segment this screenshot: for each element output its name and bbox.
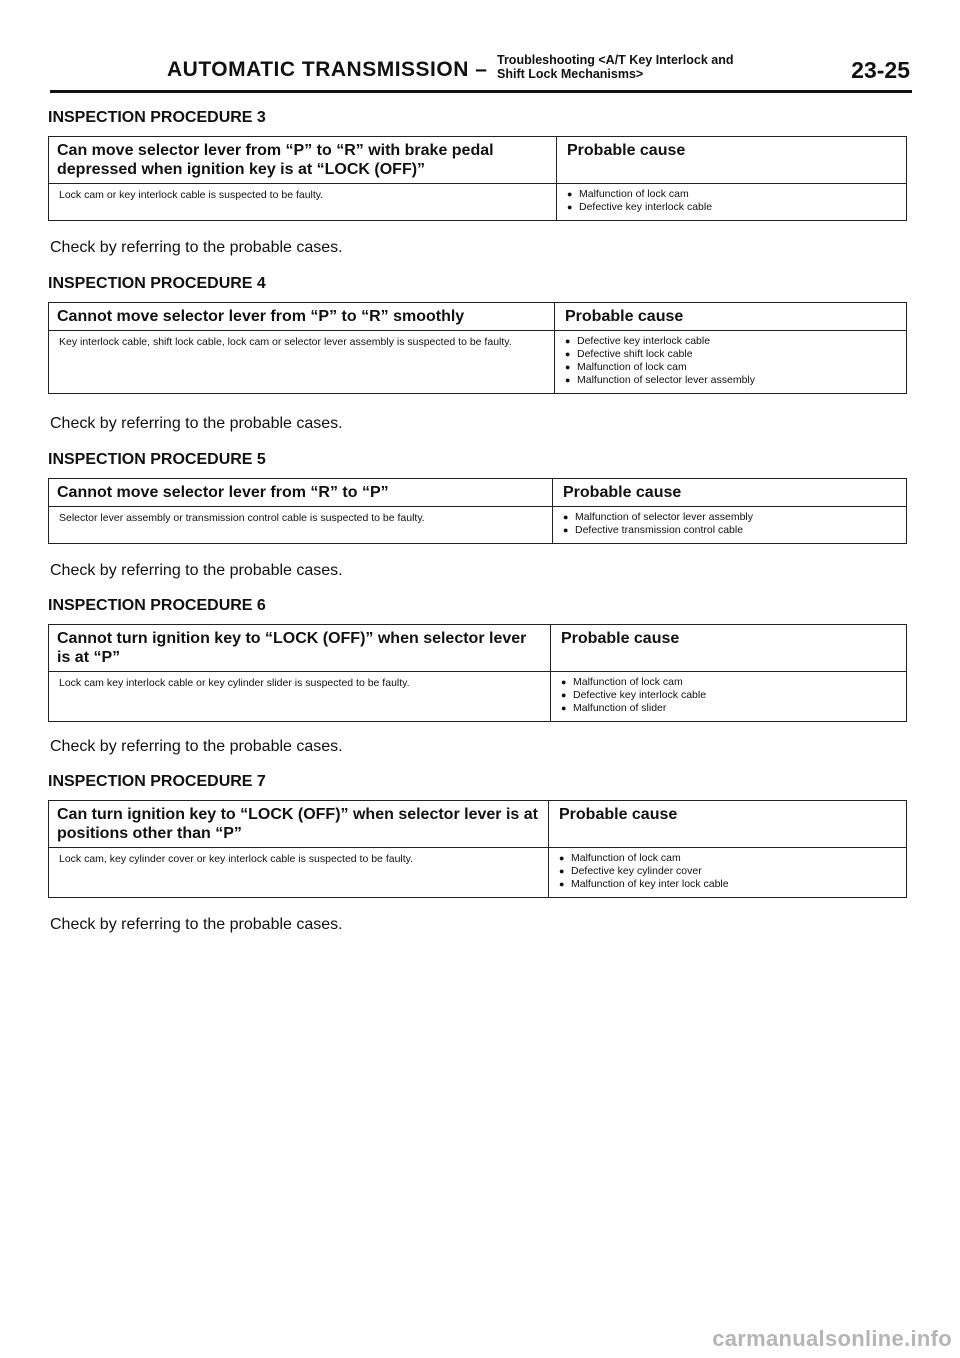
procedure-table — [48, 136, 907, 221]
cause-text: Defective key interlock cable — [579, 201, 713, 213]
inspection-procedure-5 — [48, 448, 910, 544]
header-subtitle-line-1: Troubleshooting <A/T Key Interlock and — [497, 53, 734, 67]
header-subtitle — [497, 53, 734, 81]
cause-item — [567, 201, 896, 214]
bullet-icon: ● — [559, 866, 565, 876]
procedure-note: Check by referring to the probable cases. — [50, 738, 343, 755]
symptom-cell: Can move selector lever from “P” to “R” with brake pedal depressed when ignition key is at “LOCK (OFF)” — [49, 137, 557, 184]
cause-text: Malfunction of lock cam — [573, 676, 683, 688]
procedure-note: Check by referring to the probable cases. — [50, 415, 343, 432]
cause-text: Malfunction of selector lever assembly — [577, 374, 755, 386]
bullet-icon: ● — [563, 512, 569, 522]
cause-item — [561, 676, 896, 689]
description-cell: Lock cam, key cylinder cover or key interlock cable is suspected to be faulty. — [49, 848, 549, 898]
bullet-icon: ● — [559, 853, 565, 863]
bullet-icon: ● — [567, 202, 573, 212]
bullet-icon: ● — [561, 677, 567, 687]
cause-text: Malfunction of lock cam — [571, 852, 681, 864]
procedure-title: INSPECTION PROCEDURE 7 — [48, 773, 266, 790]
inspection-procedure-7 — [48, 770, 910, 898]
causes-cell — [553, 507, 907, 544]
cause-item — [563, 511, 896, 524]
symptom-cell: Cannot move selector lever from “R” to “P” — [49, 479, 553, 507]
cause-text: Malfunction of selector lever assembly — [575, 511, 753, 523]
bullet-icon: ● — [565, 336, 571, 346]
bullet-icon: ● — [561, 703, 567, 713]
cause-item — [559, 852, 896, 865]
cause-item — [567, 188, 896, 201]
causes-cell — [555, 331, 907, 394]
cause-text: Malfunction of lock cam — [577, 361, 687, 373]
description-cell: Lock cam key interlock cable or key cylinder slider is suspected to be faulty. — [49, 672, 551, 722]
watermark: carmanualsonline.info — [712, 1326, 952, 1351]
cause-text: Malfunction of slider — [573, 702, 667, 714]
cause-text: Defective key cylinder cover — [571, 865, 702, 877]
description-cell: Key interlock cable, shift lock cable, lock cam or selector lever assembly is suspected to be faulty. — [49, 331, 555, 394]
procedure-title: INSPECTION PROCEDURE 5 — [48, 451, 266, 468]
causes-cell — [557, 184, 907, 221]
cause-item — [565, 335, 896, 348]
cause-item — [559, 865, 896, 878]
probable-cause-header: Probable cause — [557, 137, 907, 184]
probable-cause-header: Probable cause — [549, 801, 907, 848]
procedure-title: INSPECTION PROCEDURE 4 — [48, 275, 266, 292]
bullet-icon: ● — [567, 189, 573, 199]
procedure-title: INSPECTION PROCEDURE 3 — [48, 109, 266, 126]
causes-cell — [551, 672, 907, 722]
probable-cause-header: Probable cause — [553, 479, 907, 507]
cause-text: Defective transmission control cable — [575, 524, 744, 536]
cause-item — [561, 702, 896, 715]
description-cell: Lock cam or key interlock cable is suspected to be faulty. — [49, 184, 557, 221]
inspection-procedure-6 — [48, 594, 910, 722]
cause-item — [563, 524, 896, 537]
symptom-cell: Can turn ignition key to “LOCK (OFF)” when selector lever is at positions other than “P” — [49, 801, 549, 848]
inspection-procedure-3 — [48, 106, 910, 221]
header-subtitle-line-2: Shift Lock Mechanisms> — [497, 67, 644, 81]
bullet-icon: ● — [561, 690, 567, 700]
inspection-procedure-4 — [48, 272, 910, 394]
causes-cell — [549, 848, 907, 898]
probable-cause-header: Probable cause — [555, 303, 907, 331]
cause-text: Malfunction of key inter lock cable — [571, 878, 729, 890]
page-header — [50, 20, 912, 93]
cause-text: Defective key interlock cable — [577, 335, 711, 347]
cause-item — [565, 374, 896, 387]
bullet-icon: ● — [559, 879, 565, 889]
description-cell: Selector lever assembly or transmission control cable is suspected to be faulty. — [49, 507, 553, 544]
page-number: 23-25 — [851, 57, 910, 83]
cause-text: Defective key interlock cable — [573, 689, 707, 701]
cause-item — [565, 361, 896, 374]
symptom-cell: Cannot move selector lever from “P” to “R” smoothly — [49, 303, 555, 331]
cause-text: Defective shift lock cable — [577, 348, 693, 360]
procedure-title: INSPECTION PROCEDURE 6 — [48, 597, 266, 614]
bullet-icon: ● — [565, 362, 571, 372]
procedure-table — [48, 800, 907, 898]
bullet-icon: ● — [565, 375, 571, 385]
cause-item — [559, 878, 896, 891]
symptom-cell: Cannot turn ignition key to “LOCK (OFF)” when selector lever is at “P” — [49, 625, 551, 672]
cause-item — [565, 348, 896, 361]
bullet-icon: ● — [565, 349, 571, 359]
header-main-title: AUTOMATIC TRANSMISSION – — [167, 58, 488, 81]
procedure-note: Check by referring to the probable cases. — [50, 239, 343, 256]
procedure-table — [48, 478, 907, 544]
procedure-table — [48, 302, 907, 394]
procedure-table — [48, 624, 907, 722]
cause-item — [561, 689, 896, 702]
bullet-icon: ● — [563, 525, 569, 535]
cause-text: Malfunction of lock cam — [579, 188, 689, 200]
procedure-note: Check by referring to the probable cases. — [50, 916, 343, 933]
procedure-note: Check by referring to the probable cases. — [50, 562, 343, 579]
probable-cause-header: Probable cause — [551, 625, 907, 672]
